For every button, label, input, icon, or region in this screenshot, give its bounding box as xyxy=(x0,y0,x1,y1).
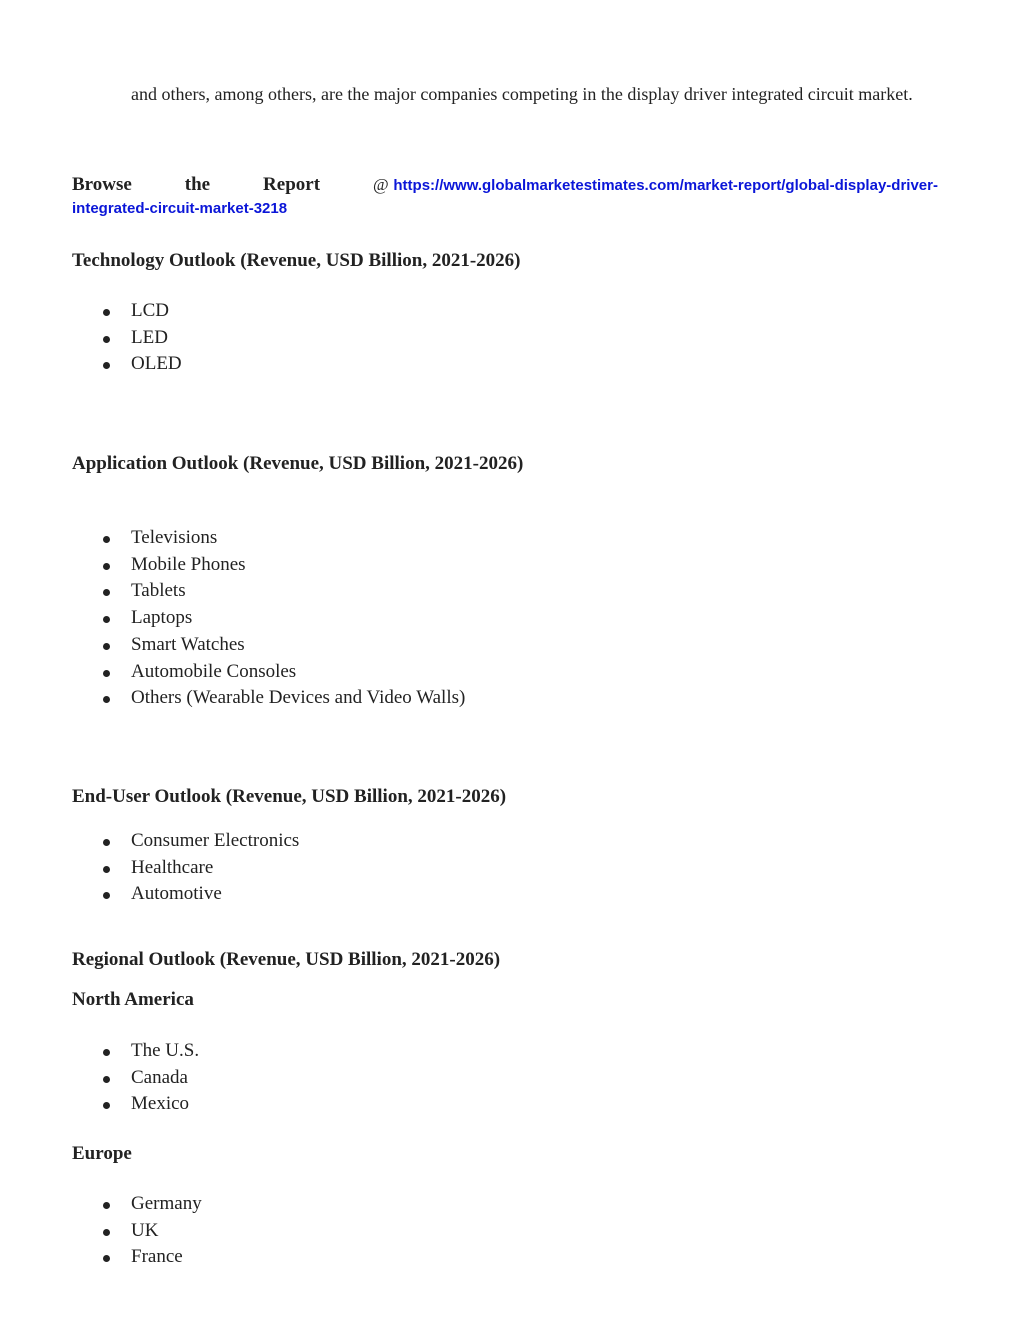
end-user-list xyxy=(101,828,299,908)
list-item xyxy=(101,659,465,686)
list-item-label: UK xyxy=(131,1219,159,1241)
list-item-label: Tablets xyxy=(131,580,186,602)
list-item-label: Laptops xyxy=(131,607,193,629)
bullet-icon xyxy=(103,1049,110,1056)
report-link-group xyxy=(373,171,938,199)
list-item-label: Televisions xyxy=(131,527,218,548)
list-item-label: Consumer Electronics xyxy=(131,830,300,851)
list-item-label: Mobile Phones xyxy=(131,553,246,575)
list-item xyxy=(101,552,465,579)
browse-report-line xyxy=(72,171,938,199)
list-item xyxy=(101,605,465,632)
list-item xyxy=(101,1091,199,1118)
list-item xyxy=(101,325,182,352)
bullet-icon xyxy=(103,839,110,846)
north-america-heading: North America xyxy=(72,989,194,1010)
list-item xyxy=(101,828,299,855)
bullet-icon xyxy=(103,563,110,570)
technology-list xyxy=(101,298,182,378)
bullet-icon xyxy=(103,892,110,899)
bullet-icon xyxy=(103,536,110,543)
north-america-list xyxy=(101,1038,199,1118)
list-item xyxy=(101,881,299,908)
bullet-icon xyxy=(103,336,110,343)
bullet-icon xyxy=(103,616,110,623)
list-item xyxy=(101,1218,202,1245)
list-item-label: France xyxy=(131,1246,183,1268)
bullet-icon xyxy=(103,362,110,369)
list-item-label: Smart Watches xyxy=(131,633,245,655)
list-item xyxy=(101,632,465,659)
bullet-icon xyxy=(103,643,110,650)
report-word: Report xyxy=(263,174,321,195)
list-item-label: Automobile Consoles xyxy=(131,660,297,682)
list-item-label: Healthcare xyxy=(131,856,214,878)
technology-outlook-heading: Technology Outlook (Revenue, USD Billion, 2021-2026) xyxy=(72,250,521,271)
bullet-icon xyxy=(103,696,110,703)
bullet-icon xyxy=(103,1076,110,1083)
regional-outlook-heading: Regional Outlook (Revenue, USD Billion, 2021-2026) xyxy=(72,949,501,970)
list-item xyxy=(101,685,465,712)
bullet-icon xyxy=(103,309,110,316)
intro-paragraph: and others, among others, are the major companies competing in the display driver integrated circuit market. xyxy=(131,84,913,104)
bullet-icon xyxy=(103,589,110,596)
at-symbol: @ xyxy=(372,175,389,194)
list-item-label: LCD xyxy=(131,300,169,321)
europe-list xyxy=(101,1191,202,1271)
list-item-label: Mexico xyxy=(131,1093,190,1115)
list-item xyxy=(101,1038,199,1065)
list-item-label: Others (Wearable Devices and Video Walls) xyxy=(131,687,466,709)
bullet-icon xyxy=(103,1202,110,1209)
bullet-icon xyxy=(103,670,110,677)
bullet-icon xyxy=(103,1229,110,1236)
list-item-label: Germany xyxy=(131,1193,202,1214)
list-item-label: LED xyxy=(131,326,168,348)
list-item xyxy=(101,578,465,605)
report-link-part-1[interactable]: https://www.globalmarketestimates.com/market-report/global-display-driver- xyxy=(393,177,938,194)
report-link-part-2[interactable]: integrated-circuit-market-3218 xyxy=(72,200,288,217)
list-item xyxy=(101,1065,199,1092)
bullet-icon xyxy=(103,1255,110,1262)
the-word: the xyxy=(184,174,211,195)
list-item xyxy=(101,525,465,552)
list-item-label: Automotive xyxy=(131,883,222,905)
list-item-label: The U.S. xyxy=(131,1040,200,1061)
end-user-outlook-heading: End-User Outlook (Revenue, USD Billion, 2021-2026) xyxy=(72,786,507,807)
application-list xyxy=(101,525,465,712)
europe-heading: Europe xyxy=(72,1143,132,1164)
list-item xyxy=(101,855,299,882)
list-item-label: OLED xyxy=(131,353,182,375)
browse-word: Browse xyxy=(72,174,132,195)
bullet-icon xyxy=(103,1102,110,1109)
list-item xyxy=(101,298,182,325)
list-item xyxy=(101,351,182,378)
application-outlook-heading: Application Outlook (Revenue, USD Billion, 2021-2026) xyxy=(72,453,524,474)
bullet-icon xyxy=(103,866,110,873)
list-item xyxy=(101,1191,202,1218)
list-item xyxy=(101,1244,202,1271)
list-item-label: Canada xyxy=(131,1066,188,1088)
